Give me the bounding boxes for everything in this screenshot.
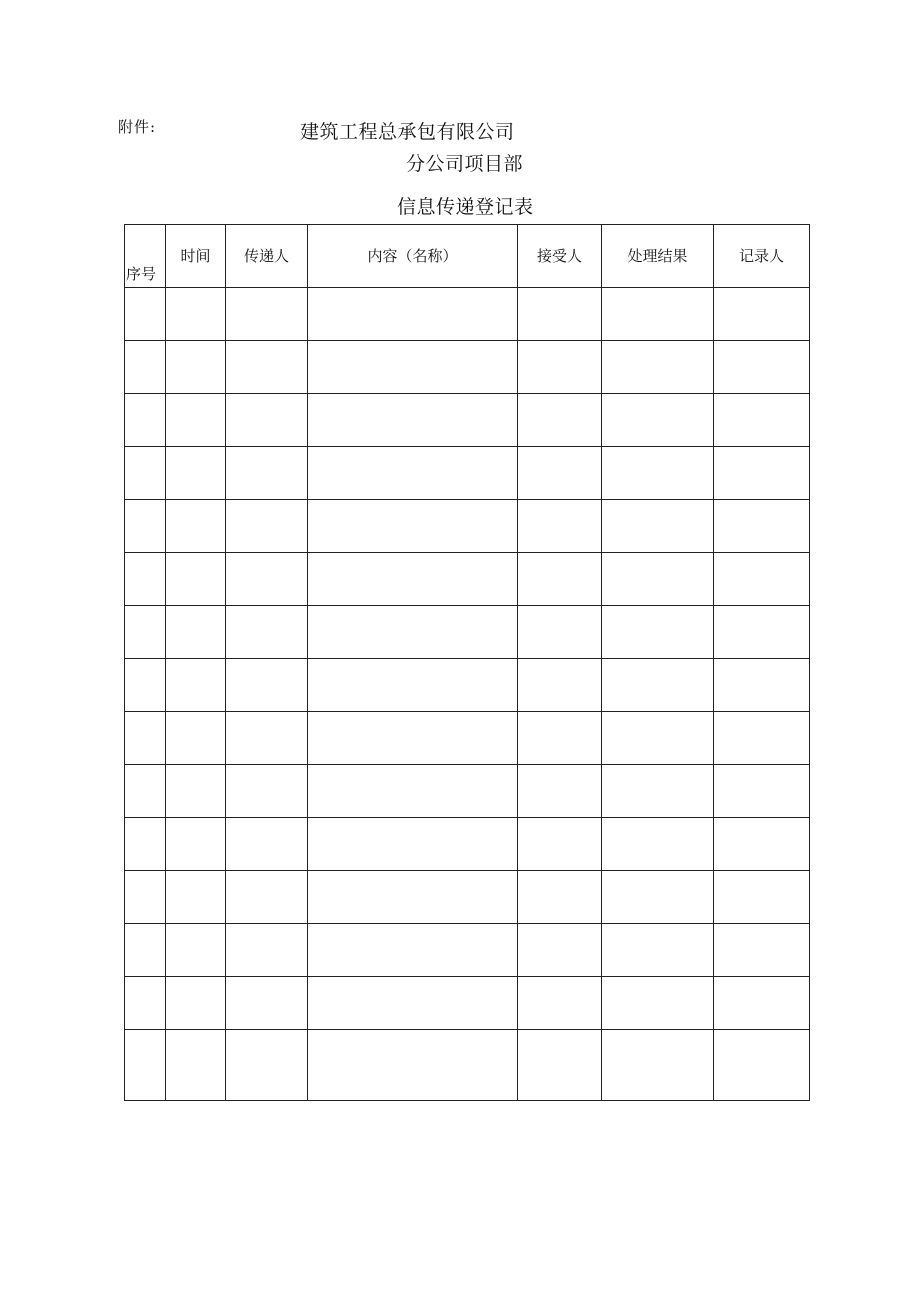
cell-receiver (518, 553, 602, 606)
cell-result (602, 871, 714, 924)
cell-time (166, 341, 226, 394)
cell-seq (125, 341, 166, 394)
column-header-content: 内容（名称） (308, 225, 518, 288)
cell-seq (125, 394, 166, 447)
cell-content (308, 447, 518, 500)
column-header-recorder: 记录人 (714, 225, 810, 288)
column-header-result: 处理结果 (602, 225, 714, 288)
column-header-receiver: 接受人 (518, 225, 602, 288)
cell-result (602, 606, 714, 659)
cell-recorder (714, 818, 810, 871)
cell-time (166, 606, 226, 659)
cell-recorder (714, 712, 810, 765)
cell-receiver (518, 500, 602, 553)
cell-sender (226, 977, 308, 1030)
cell-result (602, 553, 714, 606)
cell-seq (125, 288, 166, 341)
cell-recorder (714, 977, 810, 1030)
cell-content (308, 871, 518, 924)
cell-sender (226, 659, 308, 712)
cell-recorder (714, 871, 810, 924)
form-title: 信息传递登记表 (397, 196, 534, 218)
cell-seq (125, 871, 166, 924)
cell-seq (125, 447, 166, 500)
attachment-label: 附件: (118, 118, 157, 136)
cell-time (166, 712, 226, 765)
cell-receiver (518, 659, 602, 712)
cell-recorder (714, 341, 810, 394)
cell-seq (125, 659, 166, 712)
cell-content (308, 818, 518, 871)
cell-seq (125, 500, 166, 553)
cell-time (166, 500, 226, 553)
cell-receiver (518, 765, 602, 818)
cell-recorder (714, 553, 810, 606)
cell-content (308, 553, 518, 606)
cell-seq (125, 977, 166, 1030)
cell-seq (125, 818, 166, 871)
cell-content (308, 394, 518, 447)
cell-time (166, 659, 226, 712)
cell-receiver (518, 1030, 602, 1101)
cell-content (308, 500, 518, 553)
cell-receiver (518, 447, 602, 500)
cell-receiver (518, 288, 602, 341)
cell-sender (226, 1030, 308, 1101)
table-row (125, 447, 810, 500)
info-transfer-register-table (124, 224, 810, 1101)
cell-sender (226, 924, 308, 977)
cell-result (602, 977, 714, 1030)
table-row (125, 712, 810, 765)
cell-result (602, 924, 714, 977)
cell-seq (125, 765, 166, 818)
cell-content (308, 977, 518, 1030)
cell-content (308, 765, 518, 818)
table-row (125, 977, 810, 1030)
cell-content (308, 1030, 518, 1101)
table-row (125, 394, 810, 447)
cell-receiver (518, 818, 602, 871)
cell-receiver (518, 871, 602, 924)
cell-receiver (518, 394, 602, 447)
cell-sender (226, 447, 308, 500)
cell-time (166, 871, 226, 924)
cell-time (166, 765, 226, 818)
cell-recorder (714, 606, 810, 659)
column-header-time: 时间 (166, 225, 226, 288)
department-name: 分公司项目部 (406, 153, 524, 175)
cell-time (166, 924, 226, 977)
cell-content (308, 606, 518, 659)
cell-sender (226, 553, 308, 606)
cell-recorder (714, 288, 810, 341)
cell-time (166, 394, 226, 447)
table-row (125, 341, 810, 394)
cell-sender (226, 765, 308, 818)
cell-recorder (714, 924, 810, 977)
cell-result (602, 765, 714, 818)
company-name: 建筑工程总承包有限公司 (300, 121, 515, 143)
cell-receiver (518, 924, 602, 977)
cell-seq (125, 1030, 166, 1101)
cell-receiver (518, 712, 602, 765)
table-row (125, 1030, 810, 1101)
cell-receiver (518, 606, 602, 659)
cell-time (166, 818, 226, 871)
table-row (125, 765, 810, 818)
cell-content (308, 288, 518, 341)
cell-result (602, 818, 714, 871)
cell-time (166, 553, 226, 606)
cell-result (602, 659, 714, 712)
cell-sender (226, 341, 308, 394)
table-row (125, 871, 810, 924)
table-row (125, 818, 810, 871)
table-row (125, 288, 810, 341)
cell-recorder (714, 394, 810, 447)
cell-receiver (518, 977, 602, 1030)
cell-seq (125, 924, 166, 977)
table-row (125, 553, 810, 606)
cell-content (308, 712, 518, 765)
cell-result (602, 500, 714, 553)
cell-sender (226, 871, 308, 924)
table-row (125, 606, 810, 659)
cell-content (308, 924, 518, 977)
cell-seq (125, 712, 166, 765)
cell-seq (125, 606, 166, 659)
cell-result (602, 288, 714, 341)
cell-content (308, 341, 518, 394)
table-row (125, 924, 810, 977)
cell-seq (125, 553, 166, 606)
cell-content (308, 659, 518, 712)
cell-time (166, 1030, 226, 1101)
cell-result (602, 341, 714, 394)
cell-time (166, 288, 226, 341)
cell-recorder (714, 447, 810, 500)
cell-sender (226, 394, 308, 447)
column-header-seq: 序号 (125, 225, 166, 288)
cell-recorder (714, 1030, 810, 1101)
cell-sender (226, 712, 308, 765)
cell-recorder (714, 659, 810, 712)
cell-receiver (518, 341, 602, 394)
cell-sender (226, 288, 308, 341)
cell-time (166, 447, 226, 500)
cell-sender (226, 606, 308, 659)
table-header-row (125, 225, 810, 288)
table-row (125, 500, 810, 553)
cell-sender (226, 500, 308, 553)
cell-result (602, 712, 714, 765)
cell-result (602, 394, 714, 447)
cell-recorder (714, 500, 810, 553)
cell-result (602, 447, 714, 500)
cell-sender (226, 818, 308, 871)
table-row (125, 659, 810, 712)
cell-result (602, 1030, 714, 1101)
cell-time (166, 977, 226, 1030)
column-header-sender: 传递人 (226, 225, 308, 288)
cell-recorder (714, 765, 810, 818)
